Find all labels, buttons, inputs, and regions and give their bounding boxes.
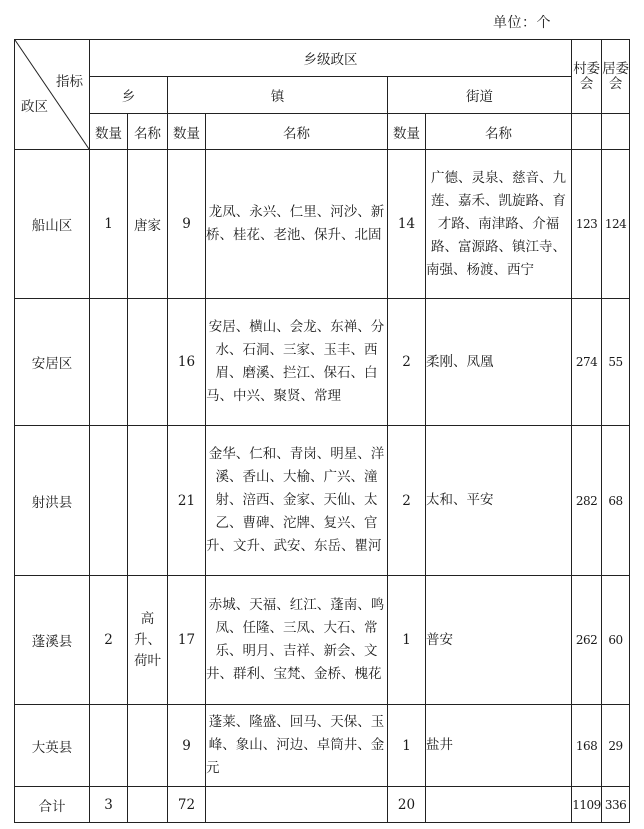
resident-committee-header: 居委会 [602,40,630,114]
table-row [15,150,630,299]
xiang-count [90,426,128,576]
district-label: 政区 [21,99,48,115]
total-zhen-names-blank [206,787,388,823]
district-name: 大英县 [15,705,90,787]
xiang-count [90,705,128,787]
village-committee-count: 282 [572,426,602,576]
district-name: 船山区 [15,150,90,299]
total-jiedao-names-blank [426,787,572,823]
table-row [15,576,630,705]
zhen-names: 安居、横山、会龙、东禅、分水、石洞、三家、玉丰、西眉、磨溪、拦江、保石、白马、中兴、聚贤、常理 [206,299,388,426]
jiedao-names: 普安 [426,576,572,705]
xiang-names [128,426,168,576]
village-committee-header: 村委会 [572,40,602,114]
zhen-count-header: 数量 [168,114,206,150]
resident-committee-count: 60 [602,576,630,705]
zhen-header: 镇 [168,77,388,114]
total-zhen-count: 72 [168,787,206,823]
district-table [14,39,630,823]
village-committee-count: 274 [572,299,602,426]
jiedao-header: 街道 [388,77,572,114]
unit-label: 单位：个 [493,15,551,31]
zhen-count: 17 [168,576,206,705]
zhen-names: 蓬莱、隆盛、回马、天保、玉峰、象山、河边、卓筒井、金元 [206,705,388,787]
diagonal-header-cell [15,40,90,150]
district-name: 安居区 [15,299,90,426]
jiedao-name-header: 名称 [426,114,572,150]
jiedao-count: 2 [388,426,426,576]
zhen-names: 赤城、天福、红江、蓬南、鸣凤、任隆、三凤、大石、常乐、明月、吉祥、新会、文井、群利、宝梵、金桥、槐花 [206,576,388,705]
xiang-names: 唐家 [128,150,168,299]
total-xiang-names-blank [128,787,168,823]
xiang-names [128,299,168,426]
village-blank-cell [572,114,602,150]
xiang-count: 2 [90,576,128,705]
header-row-1 [15,40,630,77]
table-row [15,299,630,426]
district-name: 蓬溪县 [15,576,90,705]
zhen-names: 龙凤、永兴、仁里、河沙、新桥、桂花、老池、保升、北固 [206,150,388,299]
jiedao-count-header: 数量 [388,114,426,150]
xiang-names: 高升、荷叶 [128,576,168,705]
resident-blank-cell [602,114,630,150]
total-jiedao-count: 20 [388,787,426,823]
xiang-name-header: 名称 [128,114,168,150]
total-row [15,787,630,823]
zhen-names: 金华、仁和、青岗、明星、洋溪、香山、大榆、广兴、潼射、涪西、金家、天仙、太乙、曹碑、沱牌、复兴、官升、文升、武安、东岳、瞿河 [206,426,388,576]
jiedao-names: 柔刚、凤凰 [426,299,572,426]
indicator-label: 指标 [56,74,83,90]
table-row [15,426,630,576]
xiang-count: 1 [90,150,128,299]
village-committee-count: 123 [572,150,602,299]
jiedao-count: 1 [388,705,426,787]
jiedao-names: 太和、平安 [426,426,572,576]
jiedao-count: 14 [388,150,426,299]
resident-committee-count: 55 [602,299,630,426]
xiang-names [128,705,168,787]
jiedao-names: 广德、灵泉、慈音、九莲、嘉禾、凯旋路、育才路、南津路、介福路、富源路、镇江寺、南强、杨渡、西宁 [426,150,572,299]
village-committee-count: 262 [572,576,602,705]
resident-committee-count: 124 [602,150,630,299]
jiedao-count: 2 [388,299,426,426]
jiedao-names: 盐井 [426,705,572,787]
jiedao-count: 1 [388,576,426,705]
xiang-count [90,299,128,426]
total-xiang-count: 3 [90,787,128,823]
zhen-count: 21 [168,426,206,576]
zhen-count: 9 [168,705,206,787]
table-row [15,705,630,787]
total-label: 合计 [15,787,90,823]
header-row-2 [15,77,630,114]
resident-committee-count: 29 [602,705,630,787]
total-village-committee: 1109 [572,787,602,823]
district-name: 射洪县 [15,426,90,576]
zhen-count: 9 [168,150,206,299]
total-resident-committee: 336 [602,787,630,823]
xiang-count-header: 数量 [90,114,128,150]
township-admin-header: 乡级政区 [90,40,572,77]
village-committee-count: 168 [572,705,602,787]
header-row-3 [15,114,630,150]
zhen-count: 16 [168,299,206,426]
zhen-name-header: 名称 [206,114,388,150]
resident-committee-count: 68 [602,426,630,576]
xiang-header: 乡 [90,77,168,114]
